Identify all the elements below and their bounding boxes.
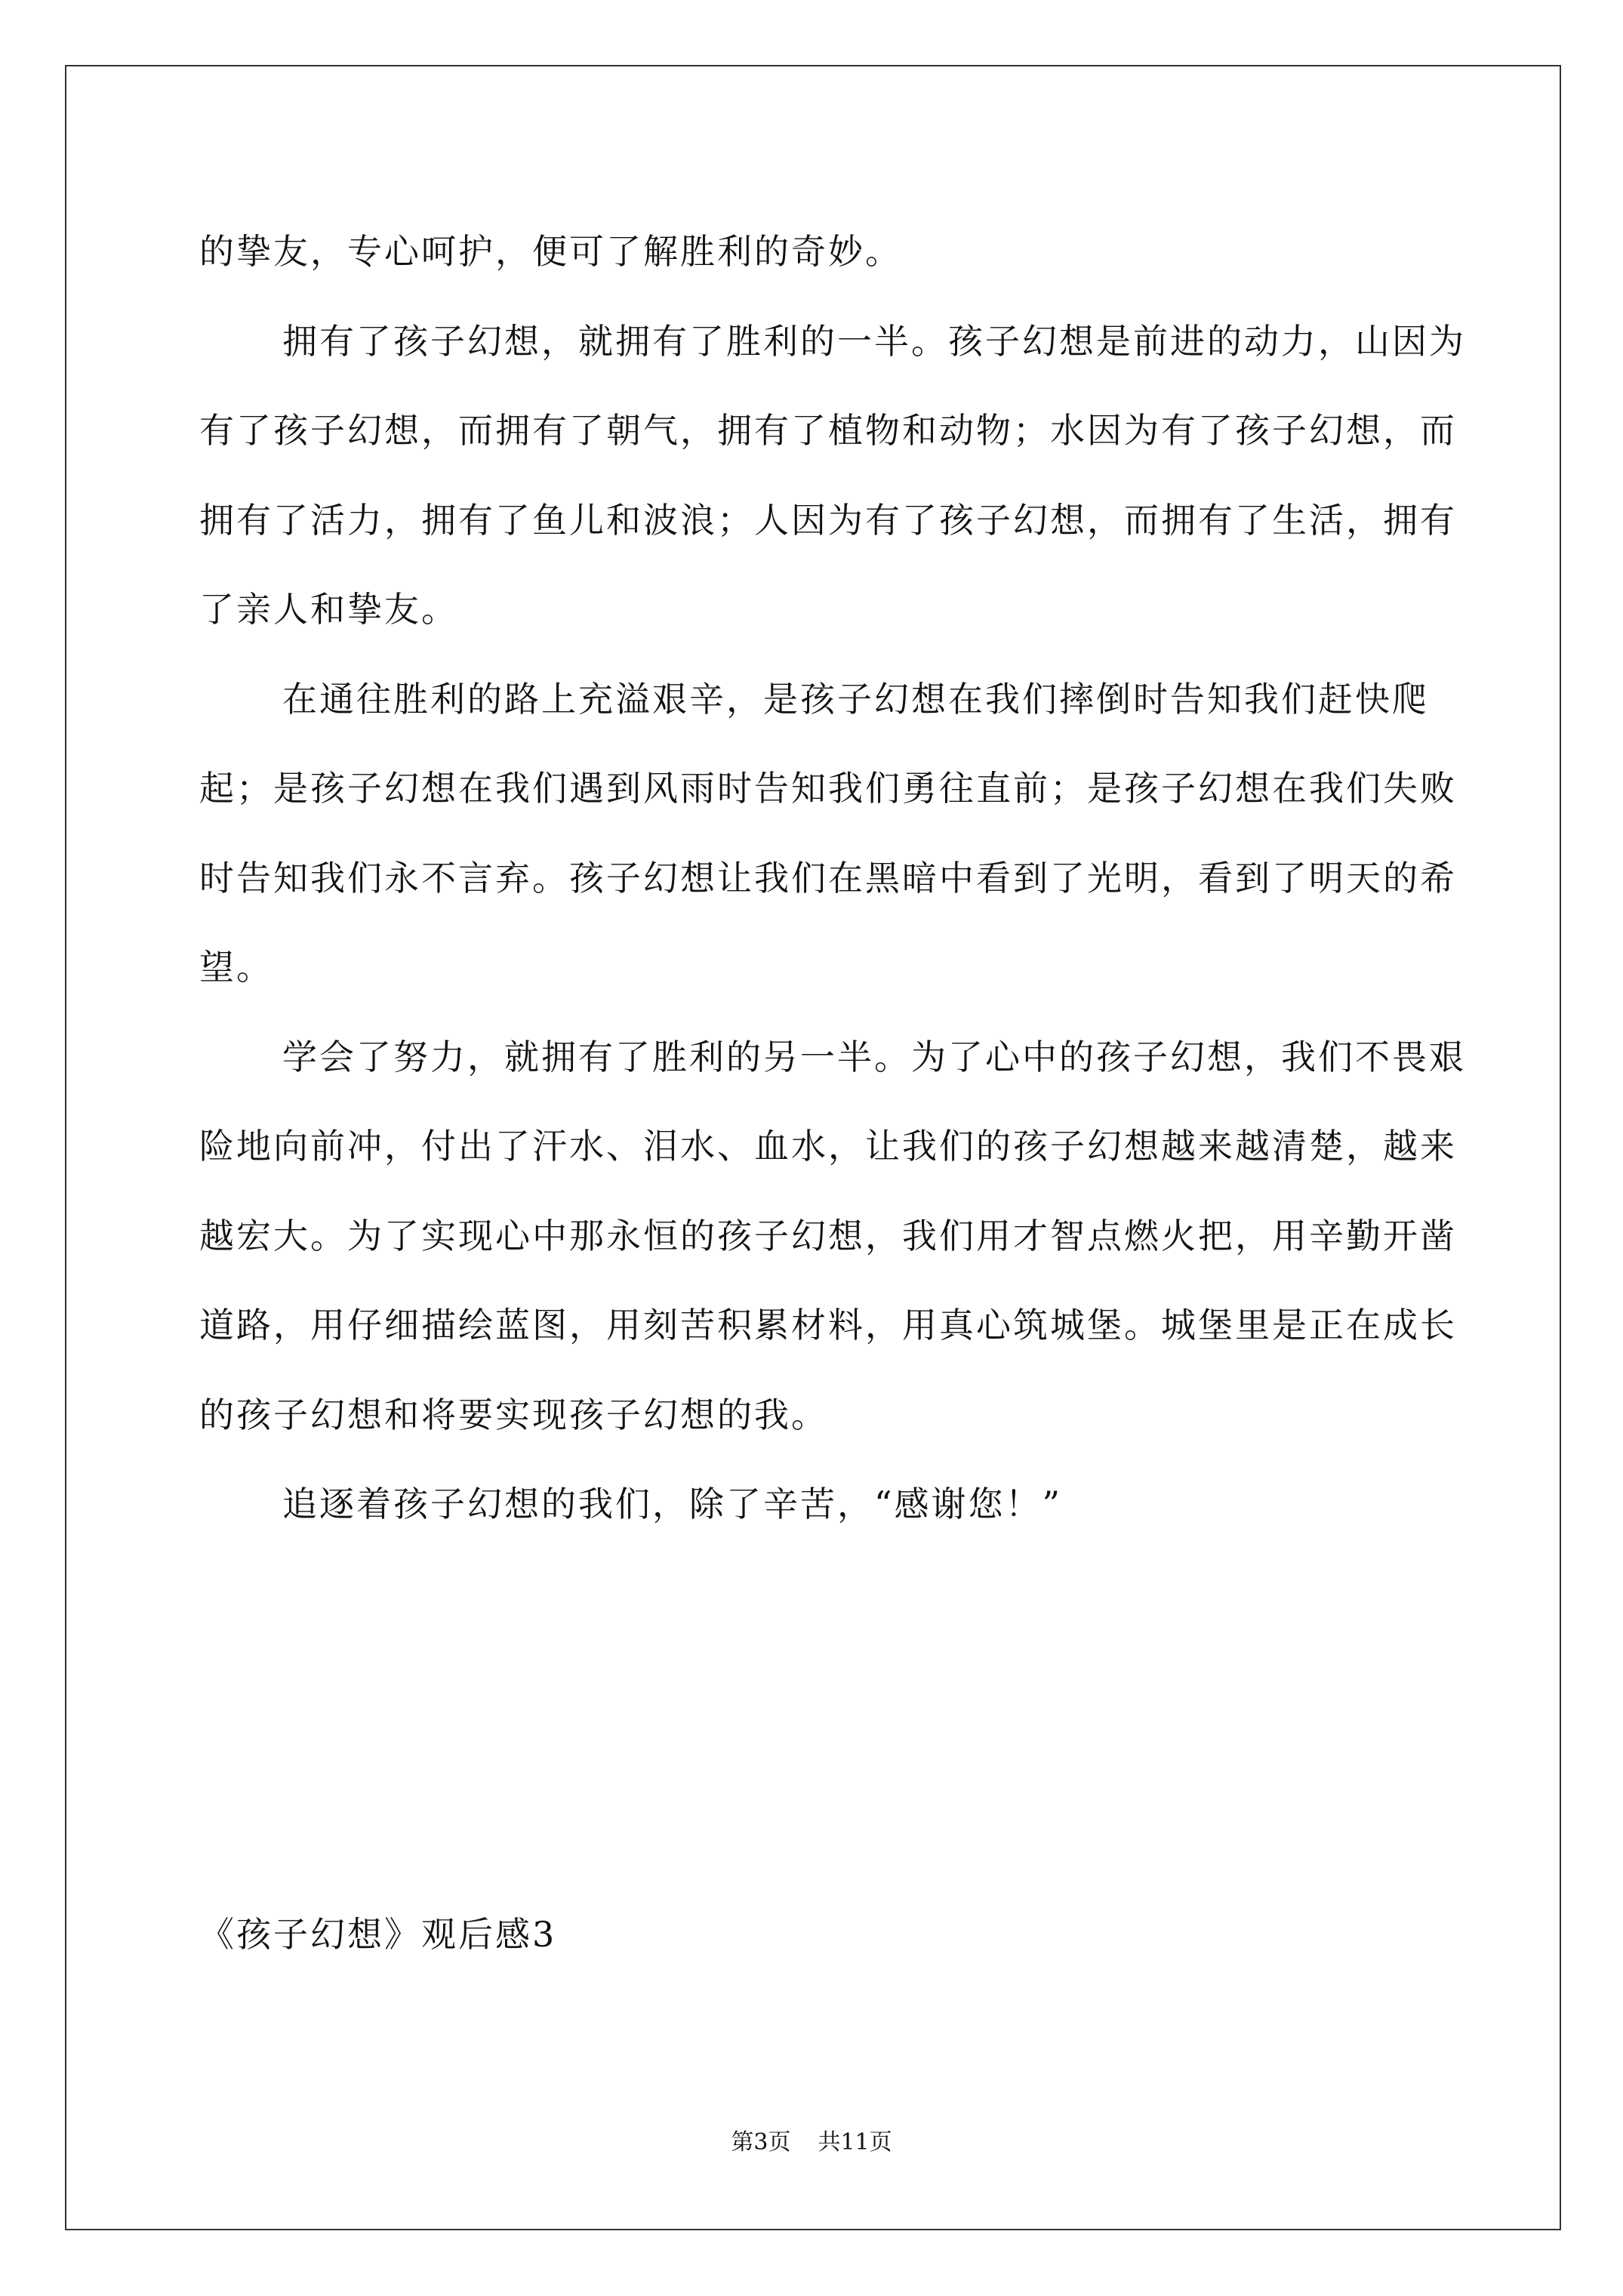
paragraph-dream-half: 拥有了孩子幻想，就拥有了胜利的一半。孩子幻想是前进的动力，山因为有了孩子幻想，而拥有了朝气，拥有了植物和动物；水因为有了孩子幻想，而拥有了活力，拥有了鱼儿和波浪；人因为有了孩子幻想，而拥有了生活，拥有了亲人和挚友。 xyxy=(199,320,1466,630)
paragraph-continuation: 的挚友，专心呵护，便可了解胜利的奇妙。 xyxy=(199,231,902,272)
paragraph-effort: 学会了努力，就拥有了胜利的另一半。为了心中的孩子幻想，我们不畏艰险地向前冲，付出了汗水、泪水、血水，让我们的孩子幻想越来越清楚，越来越宏大。为了实现心中那永恒的孩子幻想，我们用才智点燃火把，用辛勤开凿道路，用仔细描绘蓝图，用刻苦积累材料，用真心筑城堡。城堡里是正在成长的孩子幻想和将要实现孩子幻想的我。 xyxy=(199,1036,1466,1435)
paragraph-hardship: 在通往胜利的路上充溢艰辛，是孩子幻想在我们摔倒时告知我们赶快爬起；是孩子幻想在我们遇到风雨时告知我们勇往直前；是孩子幻想在我们失败时告知我们永不言弃。孩子幻想让我们在黑暗中看到了光明，看到了明天的希望。 xyxy=(199,678,1457,988)
section-heading: 《孩子幻想》观后感3 xyxy=(199,1914,557,1955)
page-number: 第3页 xyxy=(731,2129,791,2156)
paragraph-closing: 追逐着孩子幻想的我们，除了辛苦，“感谢您！” xyxy=(282,1484,1063,1524)
page-footer xyxy=(0,2128,1623,2158)
document-body xyxy=(199,207,1483,1549)
page-total: 共11页 xyxy=(818,2129,892,2156)
